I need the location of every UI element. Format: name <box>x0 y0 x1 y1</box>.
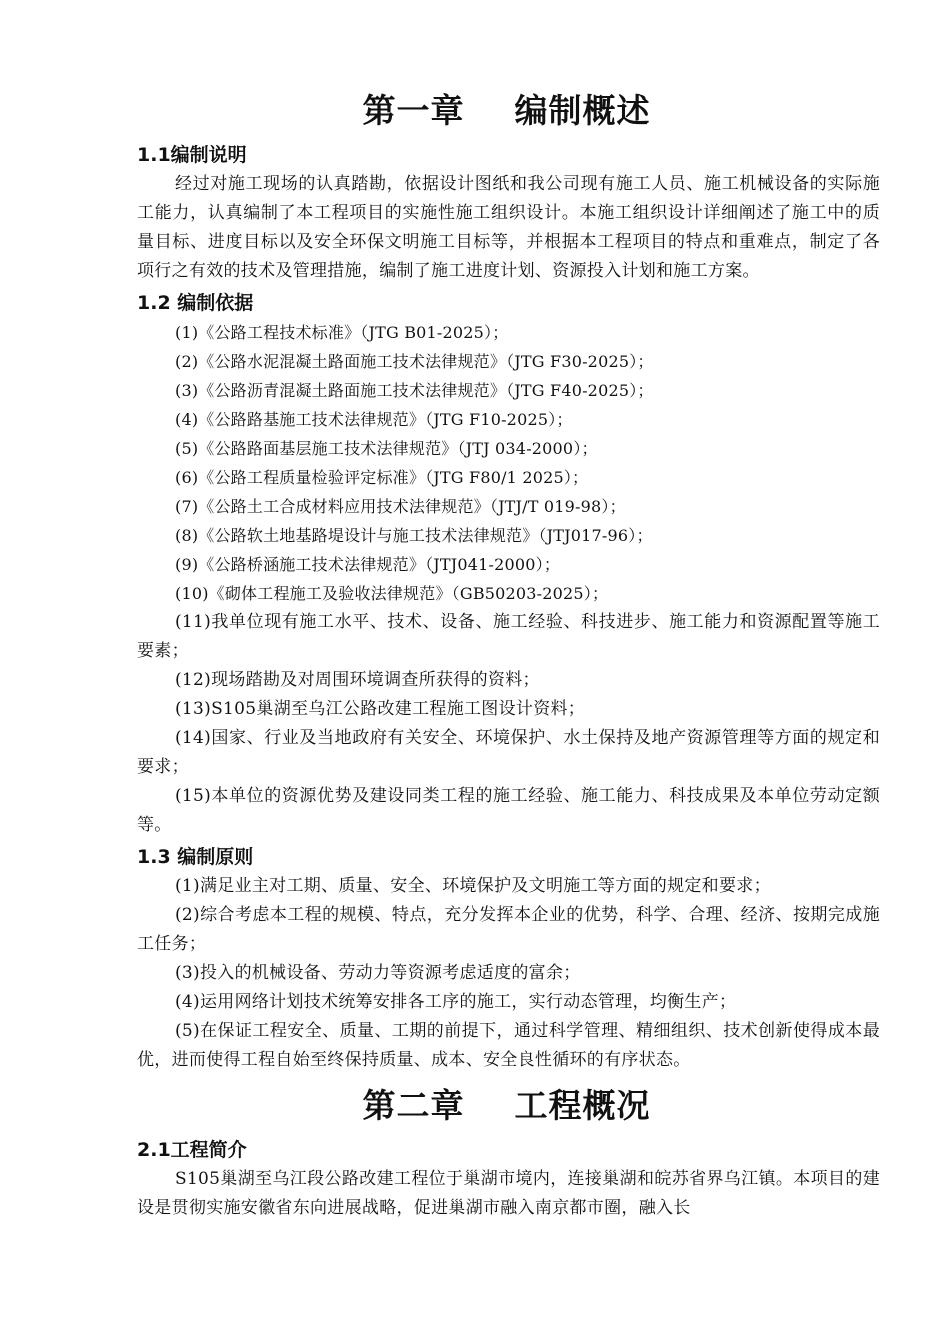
list-item: (14)国家、行业及当地政府有关安全、环境保护、水土保持及地产资源管理等方面的规定和要求； <box>137 728 880 777</box>
list-item: (6)《公路工程质量检验评定标准》（JTG F80/1 2025）； <box>175 468 589 487</box>
list-item: (8)《公路软土地基路堤设计与施工技术法律规范》（JTJ017-96）； <box>175 526 653 545</box>
list-item: (3)《公路沥青混凝土路面施工技术法律规范》（JTG F40-2025）； <box>175 381 654 400</box>
section-1-1-heading: 1.1编制说明 <box>137 144 247 166</box>
list-item: (15)本单位的资源优势及建设同类工程的施工经验、施工能力、科技成果及本单位劳动定额等。 <box>137 786 880 835</box>
section-1-3-list <box>137 872 880 1075</box>
list-item: (5)在保证工程安全、质量、工期的前提下，通过科学管理、精细组织、技术创新使得成本最优，进而使得工程自始至终保持质量、成本、安全良性循环的有序状态。 <box>137 1021 880 1070</box>
section-1-2-heading: 1.2 编制依据 <box>137 292 254 314</box>
section-1-3-heading: 1.3 编制原则 <box>137 846 254 868</box>
section-2-1-paragraph: S105巢湖至乌江段公路改建工程位于巢湖市境内，连接巢湖和皖苏省界乌江镇。本项目的建设是贯彻实施安徽省东向进展战略，促进巢湖市融入南京都市圈，融入长 <box>137 1169 880 1218</box>
list-item: (1)满足业主对工期、质量、安全、环境保护及文明施工等方面的规定和要求； <box>175 876 771 896</box>
list-item: (12)现场踏勘及对周围环境调查所获得的资料； <box>175 670 540 690</box>
list-item: (3)投入的机械设备、劳动力等资源考虑适度的富余； <box>175 963 581 983</box>
chapter-1-title: 第一章 编制概述 <box>362 91 651 130</box>
list-item: (9)《公路桥涵施工技术法律规范》（JTJ041-2000）； <box>175 555 561 574</box>
list-item: (13)S105巢湖至乌江公路改建工程施工图设计资料； <box>175 699 586 719</box>
section-2-1-heading: 2.1工程简介 <box>137 1139 247 1161</box>
list-item: (5)《公路路面基层施工技术法律规范》（JTJ 034-2000）； <box>175 439 598 458</box>
list-item: (10)《砌体工程施工及验收法律规范》（GB50203-2025）； <box>175 584 609 603</box>
list-item: (2)综合考虑本工程的规模、特点，充分发挥本企业的优势，科学、合理、经济、按期完成施工任务； <box>137 905 880 954</box>
section-1-2-list <box>137 318 880 840</box>
list-item: (2)《公路水泥混凝土路面施工技术法律规范》（JTG F30-2025）； <box>175 352 654 371</box>
section-1-1-paragraph: 经过对施工现场的认真踏勘，依据设计图纸和我公司现有施工人员、施工机械设备的实际施工能力，认真编制了本工程项目的实施性施工组织设计。本施工组织设计详细阐述了施工中的质量目标、进度目标以及安全环保文明施工目标等，并根据本工程项目的特点和重难点，制定了各项行之有效的技术及管理措施，编制了施工进度计划、资源投入计划和施工方案。 <box>137 174 880 281</box>
list-item: (4)《公路路基施工技术法律规范》（JTG F10-2025）； <box>175 410 573 429</box>
list-item: (4)运用网络计划技术统筹安排各工序的施工，实行动态管理，均衡生产； <box>175 992 737 1012</box>
chapter-2-title: 第二章 工程概况 <box>362 1086 651 1125</box>
list-item: (11)我单位现有施工水平、技术、设备、施工经验、科技进步、施工能力和资源配置等施工要素； <box>137 612 880 661</box>
list-item: (7)《公路土工合成材料应用技术法律规范》（JTJ/T 019-98）； <box>175 497 626 516</box>
list-item: (1)《公路工程技术标准》（JTG B01-2025）； <box>175 323 509 342</box>
